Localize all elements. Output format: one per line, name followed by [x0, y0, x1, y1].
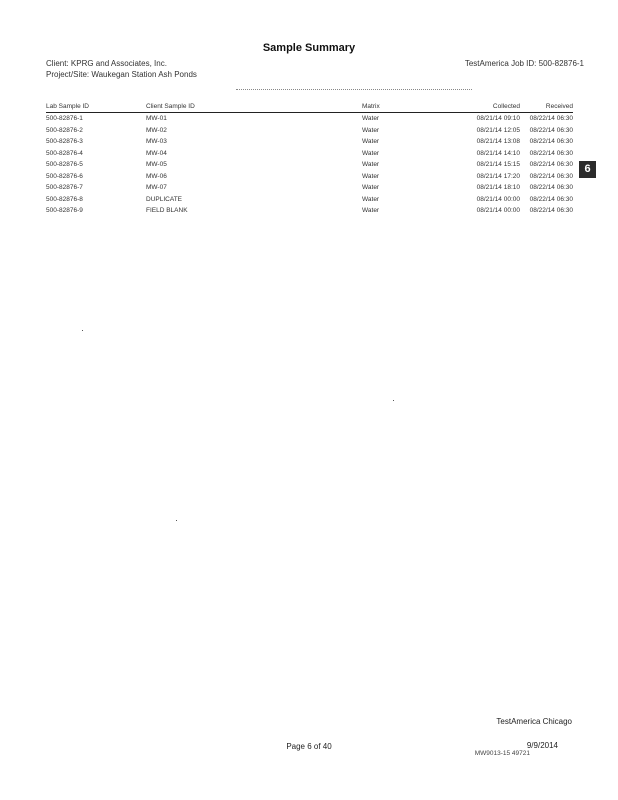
table-cell: Water	[362, 126, 380, 134]
table-cell: Water	[362, 184, 380, 192]
scan-speck	[82, 330, 83, 331]
table-cell: 08/21/14 00:00	[476, 195, 520, 203]
column-header: Lab Sample ID	[46, 102, 146, 113]
table-cell: 08/21/14 13:08	[476, 138, 520, 146]
page-title: Sample Summary	[262, 42, 356, 54]
table-cell: 500-82876-9	[46, 207, 83, 215]
table-row	[46, 205, 573, 217]
table-cell: 500-82876-5	[46, 161, 83, 169]
table-cell: 500-82876-3	[46, 138, 83, 146]
table-cell: 500-82876-8	[46, 195, 83, 203]
column-header: Received	[520, 102, 573, 113]
column-header: Matrix	[362, 102, 462, 113]
table-cell: 500-82876-2	[46, 126, 83, 134]
table-row	[46, 171, 573, 183]
table-cell: MW-03	[146, 138, 167, 146]
table-cell: Water	[362, 207, 380, 215]
table-row	[46, 148, 573, 160]
table-cell: Water	[362, 149, 380, 157]
table-cell: 08/22/14 06:30	[529, 207, 573, 215]
table-cell: DUPLICATE	[146, 195, 182, 203]
table-cell: Water	[362, 115, 380, 123]
table-cell: 08/22/14 06:30	[529, 184, 573, 192]
table-cell: FIELD BLANK	[146, 207, 188, 215]
table-cell: 08/22/14 06:30	[529, 126, 573, 134]
table-cell: MW-06	[146, 172, 167, 180]
table-cell: 08/22/14 06:30	[529, 115, 573, 123]
table-cell: 500-82876-7	[46, 184, 83, 192]
table-header-row	[46, 102, 573, 113]
report-date: 9/9/2014	[526, 741, 558, 750]
section-tab: 6	[579, 161, 596, 178]
table-cell: 08/22/14 06:30	[529, 195, 573, 203]
document-stamp: MW9013-15 49721	[474, 750, 530, 757]
table-row	[46, 125, 573, 137]
table-row	[46, 182, 573, 194]
table-cell: Water	[362, 161, 380, 169]
table-cell: 08/22/14 06:30	[529, 138, 573, 146]
project-site: Project/Site: Waukegan Station Ash Ponds	[46, 70, 197, 79]
column-header: Client Sample ID	[146, 102, 362, 113]
job-id: TestAmerica Job ID: 500-82876-1	[464, 59, 584, 68]
table-cell: MW-07	[146, 184, 167, 192]
table-row	[46, 159, 573, 171]
column-header: Collected	[462, 102, 520, 113]
table-cell: 500-82876-1	[46, 115, 83, 123]
table-cell: 08/21/14 09:10	[476, 115, 520, 123]
table-cell: 08/21/14 15:15	[476, 161, 520, 169]
table-cell: 500-82876-6	[46, 172, 83, 180]
client-name: Client: KPRG and Associates, Inc.	[46, 59, 167, 68]
table-cell: 08/21/14 18:10	[476, 184, 520, 192]
table-row	[46, 113, 573, 125]
table-cell: 08/22/14 06:30	[529, 161, 573, 169]
table-cell: 500-82876-4	[46, 149, 83, 157]
scan-speck	[176, 520, 177, 521]
table-row	[46, 136, 573, 148]
page-number: Page 6 of 40	[286, 742, 332, 751]
table-cell: MW-01	[146, 115, 167, 123]
table-row	[46, 194, 573, 206]
header-divider	[236, 89, 472, 90]
table-cell: 08/22/14 06:30	[529, 172, 573, 180]
table-cell: 08/21/14 14:10	[476, 149, 520, 157]
table-cell: Water	[362, 138, 380, 146]
table-cell: 08/21/14 17:20	[476, 172, 520, 180]
table-cell: MW-05	[146, 161, 167, 169]
table-cell: 08/21/14 12:05	[476, 126, 520, 134]
sample-table	[46, 102, 573, 217]
table-cell: MW-02	[146, 126, 167, 134]
lab-name: TestAmerica Chicago	[496, 717, 572, 726]
table-cell: Water	[362, 172, 380, 180]
table-cell: 08/21/14 00:00	[476, 207, 520, 215]
table-cell: 08/22/14 06:30	[529, 149, 573, 157]
table-cell: MW-04	[146, 149, 167, 157]
scan-speck	[393, 400, 394, 401]
table-cell: Water	[362, 195, 380, 203]
